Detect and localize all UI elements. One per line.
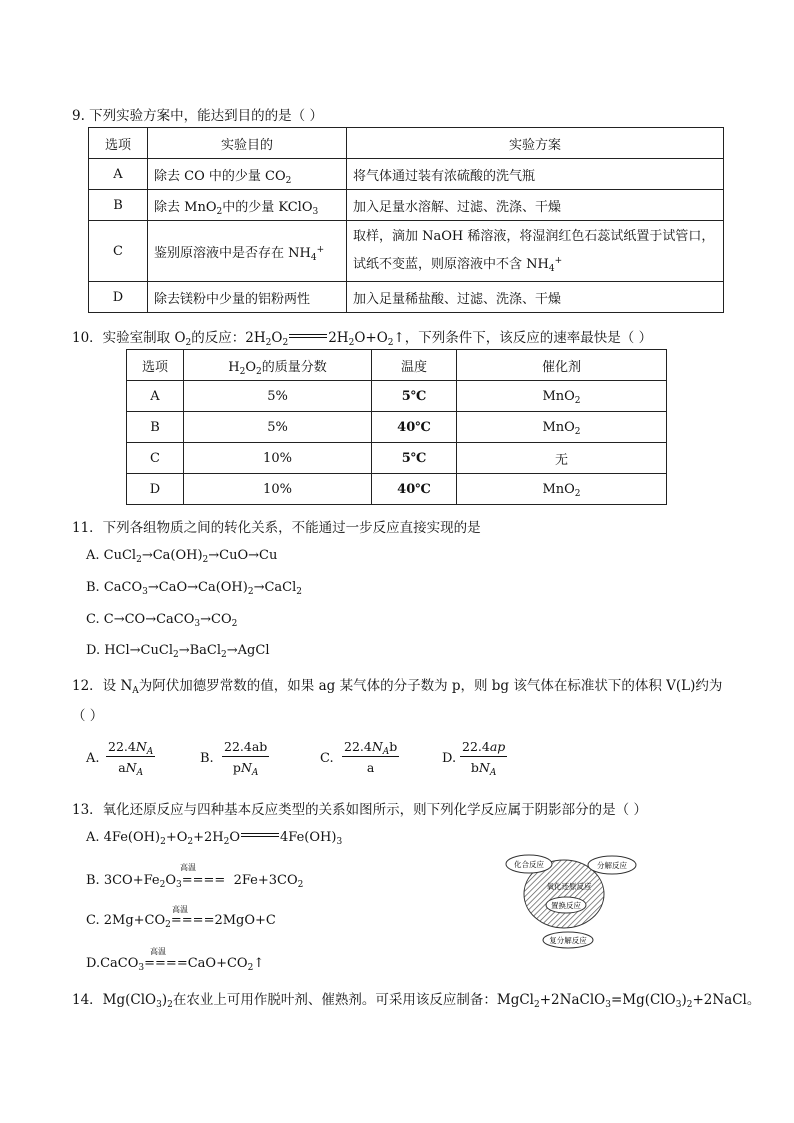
q9-stem: 9. 下列实验方案中，能达到目的的是（ ）	[72, 108, 323, 124]
q13-option-c: C. $2Mg+CO_2====2MgO+C$	[86, 913, 276, 930]
q13-option-b: B. $3CO+Fe_2O_3==== 2Fe+3CO_2$	[86, 873, 304, 890]
q10-row-d	[127, 474, 667, 505]
diagram-label-decomposition: 分解反应	[597, 861, 627, 870]
q13-option-b-condition: 高温	[180, 863, 196, 872]
q9-row-d-plan: 加入足量稀盐酸、过滤、洗涤、干燥	[347, 282, 724, 313]
q13-option-d: $D.CaCO_3====CaO+CO_2↑$	[86, 956, 265, 973]
q9-row-c-goal: 鉴别原溶液中是否存在 $NH_4^+$	[148, 221, 347, 282]
q10-cell: MnO$_2$	[457, 474, 667, 505]
q10-header-catalyst: 催化剂	[457, 350, 667, 381]
diagram-label-combination: 化合反应	[514, 860, 544, 869]
q10-cell: MnO$_2$	[457, 381, 667, 412]
q10-cell: 5%	[184, 381, 372, 412]
diagram-label-redox: 氧化还原反应	[546, 882, 592, 891]
q11-stem: 11．下列各组物质之间的转化关系，不能通过一步反应直接实现的是	[72, 520, 481, 536]
q9-row-c-plan: 取样，滴加 NaOH 稀溶液，将湿润红色石蕊试纸置于试管口， 试纸不变蓝，则原溶液中不含 $NH_4^+$	[347, 221, 724, 282]
q9-row-a-option: A	[89, 159, 148, 190]
q9-row-a-goal: 除去 CO 中的少量 $CO_2$	[148, 159, 347, 190]
q10-cell: 5℃	[372, 443, 457, 474]
q11-option-d: D. HCl→CuCl$_2$→BaCl$_2$→AgCl	[86, 643, 270, 660]
q9-row-b	[89, 190, 724, 221]
q13-option-c-condition: 高温	[172, 905, 188, 914]
q10-table	[126, 349, 667, 505]
q12-option-c-fraction: $22.4N_Ab$ a	[344, 739, 398, 775]
q12-option-d-fraction: 22.4ap $bN_A$	[462, 739, 506, 778]
q9-table	[88, 127, 724, 313]
q13-option-a: A. $4Fe(OH)_2+O_2+2H_2O$ $4Fe(OH)_3$	[86, 830, 343, 847]
q10-cell: 无	[457, 443, 667, 474]
q9-header-option: 选项	[89, 128, 148, 159]
q12-option-d-label: D.	[442, 751, 457, 766]
q10-cell: C	[127, 443, 184, 474]
q9-header-plan: 实验方案	[347, 128, 724, 159]
q12-option-a-label: A.	[86, 751, 100, 766]
q13-option-d-condition: 高温	[150, 947, 166, 956]
q12-option-a-fraction: $22.4N_A$ $aN_A$	[108, 739, 154, 778]
q9-row-b-goal: 除去 MnO$_2$中的少量 KClO$_3$	[148, 190, 347, 221]
q9-row-c	[89, 221, 724, 282]
q10-header-temp: 温度	[372, 350, 457, 381]
q9-row-d-goal: 除去镁粉中少量的铝粉两性	[148, 282, 347, 313]
q10-cell: 10%	[184, 474, 372, 505]
q10-cell: B	[127, 412, 184, 443]
q9-row-c-option: C	[89, 221, 148, 282]
q11-option-b: B. $CaCO_3\to CaO\to Ca(OH)_2\to CaCl_2$	[86, 580, 303, 597]
q10-row-b	[127, 412, 667, 443]
q10-row-c	[127, 443, 667, 474]
q10-stem: 10．实验室制取 $O_2$的反应：$2H_2O_2$ $2H_2O+O_2↑$，下列条件下，该反应的速率最快是（ ）	[72, 330, 653, 348]
q12-paren: （ ）	[72, 708, 104, 724]
q9-row-a	[89, 159, 724, 190]
diagram-label-double-displacement: 复分解反应	[549, 936, 587, 945]
diagram-label-displacement: 置换反应	[551, 901, 581, 910]
q11-option-c: C. $C\to CO\to CaCO_3\to CO_2$	[86, 612, 238, 629]
q10-cell: 40℃	[372, 474, 457, 505]
q10-cell: MnO$_2$	[457, 412, 667, 443]
q9-row-a-plan: 将气体通过装有浓硫酸的洗气瓶	[347, 159, 724, 190]
q10-cell: 5℃	[372, 381, 457, 412]
q10-cell: 5%	[184, 412, 372, 443]
q11-option-a: A. $CuCl_2\to Ca(OH)_2\to CuO\to Cu$	[86, 548, 278, 565]
q10-cell: A	[127, 381, 184, 412]
q9-row-b-plan: 加入足量水溶解、过滤、洗涤、干燥	[347, 190, 724, 221]
q10-header-option: 选项	[127, 350, 184, 381]
q12-stem: 12．设 $N_A$为阿伏加德罗常数的值，如果 ag 某气体的分子数为 p，则 bg 该气体在标准状下的体积 V(L)约为	[72, 678, 723, 696]
q10-cell: 40℃	[372, 412, 457, 443]
q9-row-b-option: B	[89, 190, 148, 221]
q12-option-b-fraction: 22.4ab $pN_A$	[224, 739, 268, 778]
q9-row-d-option: D	[89, 282, 148, 313]
reaction-type-diagram	[503, 850, 643, 950]
q9-header-goal: 实验目的	[148, 128, 347, 159]
q10-header-fraction: $H_2O_2$的质量分数	[184, 350, 372, 381]
q12-option-c-label: C.	[320, 751, 334, 766]
q12-option-b-label: B.	[200, 751, 214, 766]
q10-equals-sign	[289, 334, 327, 338]
q9-row-d	[89, 282, 724, 313]
q10-cell: D	[127, 474, 184, 505]
q10-row-a	[127, 381, 667, 412]
q10-cell: 10%	[184, 443, 372, 474]
q14-stem: 14．$Mg(ClO_3)_2$在农业上可用作脱叶剂、催熟剂。可采用该反应制备：$MgCl_2+2NaClO_3=Mg(ClO_3)_2+2NaCl$。	[72, 992, 761, 1010]
q13-stem: 13．氧化还原反应与四种基本反应类型的关系如图所示，则下列化学反应属于阴影部分的是（ ）	[72, 802, 647, 818]
